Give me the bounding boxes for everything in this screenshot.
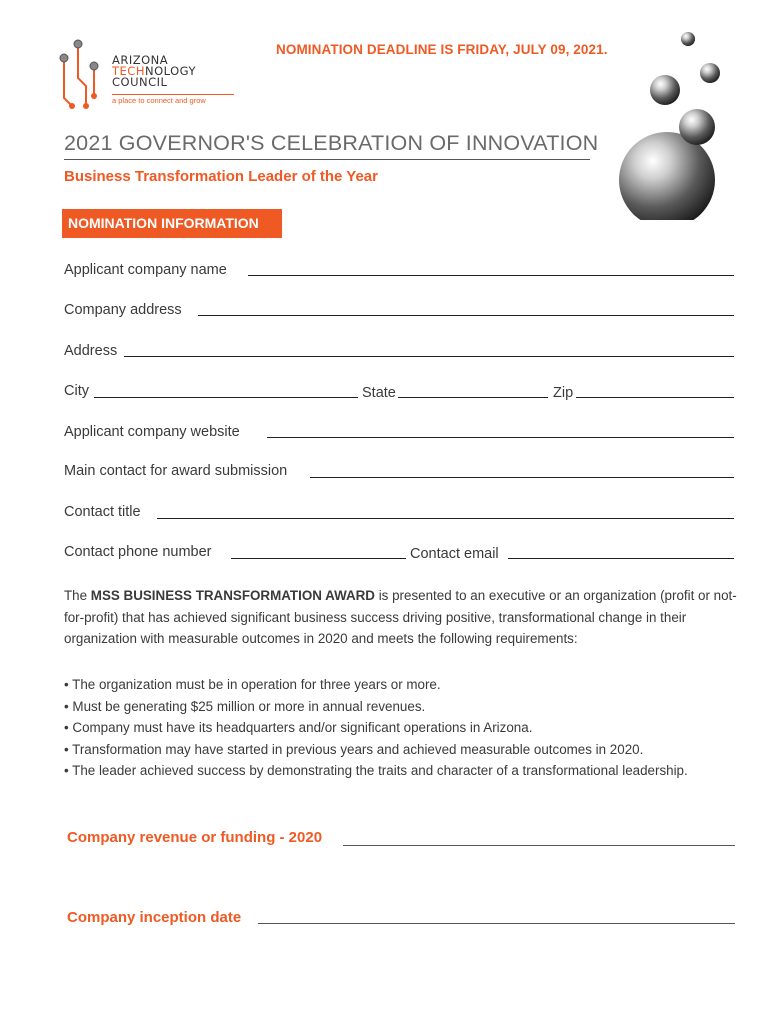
main-contact-field[interactable] [310, 477, 734, 478]
address-label: Address [64, 343, 118, 359]
company-name-field[interactable] [248, 275, 734, 276]
list-item: • The organization must be in operation for three years or more. [64, 677, 441, 692]
inception-field[interactable] [258, 923, 735, 924]
page-title: 2021 GOVERNOR'S CELEBRATION OF INNOVATION [64, 131, 599, 155]
contact-title-label: Contact title [64, 504, 141, 520]
logo-line-2-orange: TECH [112, 64, 145, 78]
contact-phone-field[interactable] [231, 558, 406, 559]
title-divider [64, 159, 590, 160]
award-subtitle: Business Transformation Leader of the Year [64, 168, 378, 185]
inception-label: Company inception date [67, 909, 242, 926]
award-name: MSS BUSINESS TRANSFORMATION AWARD [90, 588, 375, 603]
list-item: • Company must have its headquarters and/or significant operations in Arizona. [64, 720, 533, 735]
website-field[interactable] [267, 437, 734, 438]
contact-phone-label: Contact phone number [64, 544, 212, 560]
award-description [64, 585, 740, 650]
state-label: State [362, 385, 396, 401]
main-contact-label: Main contact for award submission [64, 463, 288, 479]
logo-line-1: ARIZONA [112, 53, 169, 67]
deadline-notice: NOMINATION DEADLINE IS FRIDAY, JULY 09, 2021. [276, 42, 608, 57]
revenue-field[interactable] [343, 845, 735, 846]
logo-tagline: a place to connect and grow [112, 94, 234, 105]
address-field[interactable] [124, 356, 734, 357]
contact-email-label: Contact email [410, 546, 499, 562]
list-item: • Transformation may have started in previous years and achieved measurable outcomes in 2020. [64, 741, 644, 757]
section-header: NOMINATION INFORMATION [62, 209, 282, 238]
bubbles-decoration-icon [600, 20, 770, 220]
state-field[interactable] [398, 397, 548, 398]
logo-wordmark [112, 55, 196, 88]
description-intro: The [64, 588, 91, 603]
zip-label: Zip [553, 385, 574, 401]
contact-email-field[interactable] [508, 558, 734, 559]
website-label: Applicant company website [64, 424, 240, 440]
city-label: City [64, 383, 89, 399]
requirements-list [64, 674, 744, 782]
logo-line-2-rest: NOLOGY [144, 64, 197, 78]
company-address-label: Company address [64, 302, 182, 318]
logo-line-3: COUNCIL [112, 75, 168, 89]
contact-title-field[interactable] [157, 518, 734, 519]
list-item: • The leader achieved success by demonstrating the traits and character of a transformational leadership. [64, 763, 688, 778]
description-text: is presented to an executive or an organization (profit or not-for-profit) that has achieved significant business success driving positive, transformational change in their organization with measurable outcomes in 2020 and meets the following requirements: [64, 588, 737, 646]
zip-field[interactable] [576, 397, 734, 398]
city-field[interactable] [94, 397, 358, 398]
company-name-label: Applicant company name [64, 262, 227, 278]
revenue-label: Company revenue or funding - 2020 [67, 829, 323, 846]
list-item: • Must be generating $25 million or more in annual revenues. [64, 698, 426, 714]
company-address-field[interactable] [198, 315, 734, 316]
